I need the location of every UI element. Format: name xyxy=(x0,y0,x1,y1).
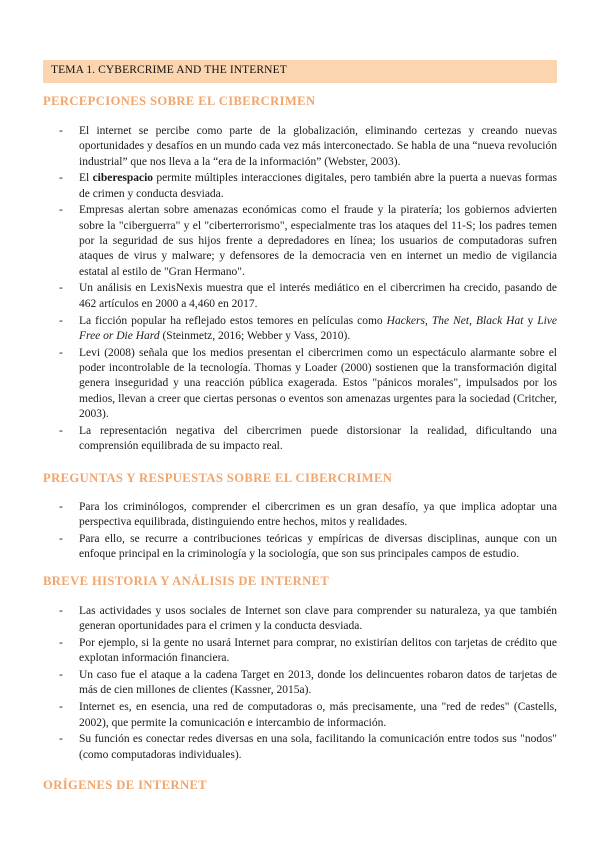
list-dash: - xyxy=(59,204,63,217)
list-item-text: , xyxy=(469,314,476,327)
section-heading-origenes: ORÍGENES DE INTERNET xyxy=(43,778,208,792)
list-dash: - xyxy=(59,314,63,327)
section-heading-historia: BREVE HISTORIA Y ANÁLISIS DE INTERNET xyxy=(43,574,330,588)
film-title: Hackers xyxy=(386,314,425,327)
film-title: Live Free or Die Hard xyxy=(79,314,558,342)
historia-list xyxy=(43,604,557,764)
list-item xyxy=(43,532,557,563)
list-item-text: Un análisis en LexisNexis muestra que el interés mediático en el cibercrimen ha crecido, pasando de 462 artículos en 2000 a 4,460 en 2017. xyxy=(79,282,557,310)
list-item-text: Levi (2008) señala que los medios presentan el cibercrimen como un espectáculo alarmante sobre el poder incontrolable de la tecnología. Thomas y Loader (2000) sostienen que la transformación digital genera inseguridad y una reacción pública exagerada. Estos "pánicos morales", impulsados por los medios, llevan a creer que ciertas personas o eventos son amenazas urgentes para la sociedad (Critcher, 2003). xyxy=(79,346,557,420)
list-dash: - xyxy=(59,605,63,617)
list-dash: - xyxy=(59,637,63,650)
list-dash: - xyxy=(59,733,63,746)
list-dash: - xyxy=(59,501,63,513)
list-dash: - xyxy=(59,701,63,714)
keyword-ciberespacio: ciberespacio xyxy=(92,172,154,185)
list-dash: - xyxy=(59,282,63,295)
list-item xyxy=(43,346,557,422)
list-item xyxy=(43,732,557,763)
list-dash: - xyxy=(59,172,63,185)
list-item-text: El xyxy=(79,172,93,185)
list-item xyxy=(43,203,557,279)
list-item-text: y xyxy=(523,314,538,327)
percepciones-list xyxy=(43,124,557,456)
list-item xyxy=(43,281,557,312)
section-heading-percepciones: PERCEPCIONES SOBRE EL CIBERCRIMEN xyxy=(43,94,316,108)
list-item-text: Empresas alertan sobre amenazas económicas como el fraude y la piratería; los gobiernos advierten sobre la "ciberguerra" y el "ciberterrorismo", especialmente tras los ataques del 11-S; los padres temen por la seguridad de sus hijos frente a depredadores en línea; los usuarios de computadoras sufren ataques de virus y malware; y defensores de la democracia ven en internet un medio de vigilancia estatal al estilo de "Gran Hermano". xyxy=(79,204,557,278)
list-item xyxy=(43,424,557,455)
list-dash: - xyxy=(59,346,63,359)
list-item xyxy=(43,171,557,202)
list-dash: - xyxy=(59,669,63,682)
list-item xyxy=(43,668,557,699)
section-heading-preguntas: PREGUNTAS Y RESPUESTAS SOBRE EL CIBERCRIMEN xyxy=(43,471,393,485)
list-item xyxy=(43,636,557,667)
list-item xyxy=(43,124,557,170)
film-title: The Net xyxy=(431,314,470,327)
list-item xyxy=(43,314,557,345)
list-dash: - xyxy=(59,125,63,137)
list-item-text: Un caso fue el ataque a la cadena Target en 2013, donde los delincuentes robaron datos de tarjetas de más de cien millones de clientes (Kassner, 2015a). xyxy=(79,669,557,697)
list-item xyxy=(43,604,557,635)
list-item-text: Las actividades y usos sociales de Internet son clave para comprender su naturaleza, ya que también generan oportunidades para el crimen y la conducta desviada. xyxy=(79,605,557,633)
list-item-text: La ficción popular ha reflejado estos temores en películas como xyxy=(79,314,387,327)
preguntas-list xyxy=(43,500,557,564)
document-title: TEMA 1. CYBERCRIME AND THE INTERNET xyxy=(43,60,557,83)
list-item-text: , xyxy=(424,314,432,327)
list-dash: - xyxy=(59,533,63,546)
list-item-text: (Steinmetz, 2016; Webber y Vass, 2010). xyxy=(159,329,351,342)
film-title: Black Hat xyxy=(476,314,524,327)
list-item xyxy=(43,500,557,531)
list-item-text: El internet se percibe como parte de la globalización, eliminando certezas y creando nuevas oportunidades y desafíos en un mundo cada vez más interconectado. Se habla de una “nueva revolución industrial” que nos lleva a la “era de la información” (Webster, 2003). xyxy=(79,125,557,168)
list-item-text: permite múltiples interacciones digitales, pero también abre la puerta a nuevas formas de crimen y conducta desviada. xyxy=(79,172,557,200)
list-item-text: La representación negativa del cibercrimen puede distorsionar la realidad, dificultando una comprensión equilibrada de su impacto real. xyxy=(79,424,557,452)
list-item-text: Internet es, en esencia, una red de computadoras o, más precisamente, una "red de redes" (Castells, 2002), que permite la comunicación e intercambio de información. xyxy=(79,701,557,729)
list-item-text: Para ello, se recurre a contribuciones teóricas y empíricas de diversas disciplinas, aunque con un enfoque principal en la criminología y la sociología, que son sus principales campos de estudio. xyxy=(79,533,557,561)
list-dash: - xyxy=(59,424,63,437)
list-item-text: Para los criminólogos, comprender el cibercrimen es un gran desafío, ya que implica adoptar una perspectiva equilibrada, distinguiendo entre hechos, mitos y realidades. xyxy=(79,501,557,529)
list-item xyxy=(43,700,557,731)
list-item-text: Por ejemplo, si la gente no usará Internet para comprar, no existirían delitos con tarjetas de crédito que explotan información financiera. xyxy=(79,637,557,665)
list-item-text: Su función es conectar redes diversas en una sola, facilitando la comunicación entre todos sus "nodos" (como computadoras individuales). xyxy=(79,733,557,761)
